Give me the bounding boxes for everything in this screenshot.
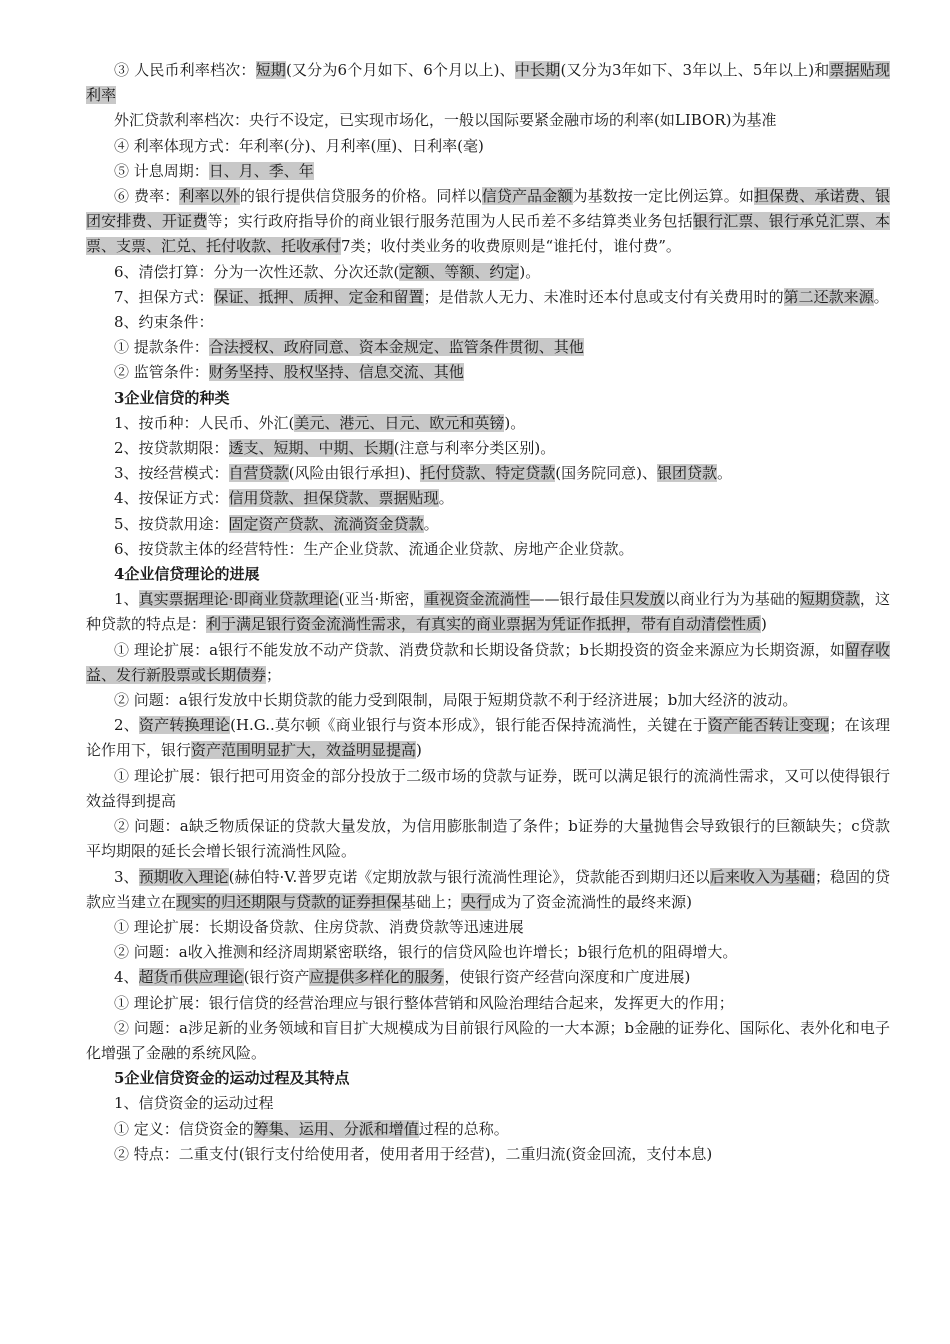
paragraph (86, 713, 890, 763)
text-run: ① 理论扩展：a银行不能发放不动产贷款、消费贷款和长期设备贷款；b长期投资的资金来源应为长期资源，如 (114, 640, 845, 659)
highlighted-text: 中长期 (514, 61, 561, 79)
highlighted-text: 第二还款来源 (783, 287, 874, 306)
highlighted-text: 重视资金流淌性 (424, 590, 530, 609)
highlighted-text: 固定资产贷款、流淌资金贷款 (228, 514, 424, 533)
text-run: )。 (519, 262, 541, 281)
highlighted-text: 现实的归还期限与贷款的证券担保 (176, 892, 402, 911)
text-run: ； (266, 665, 282, 684)
text-run: 等；实行政府指导价的商业银行服务范围为人民币差不多结算类业务包括 (207, 212, 693, 231)
highlighted-text: 日、月、季、年 (208, 161, 314, 180)
text-run: 2、 (114, 716, 139, 735)
paragraph (86, 436, 890, 461)
section-heading (86, 562, 890, 587)
paragraph (86, 915, 890, 940)
text-run: 为基数按一定比例运算。如 (572, 187, 754, 206)
paragraph (86, 159, 890, 184)
paragraph (86, 991, 890, 1016)
text-run: ① 提款条件： (114, 338, 209, 357)
paragraph (86, 764, 890, 814)
text-run: ) (416, 741, 422, 760)
text-run: 。 (873, 287, 889, 306)
highlighted-text: 资产范围明显扩大，效益明显提高 (191, 741, 417, 760)
highlighted-text: 利率以外 (179, 187, 240, 206)
paragraph (86, 310, 890, 335)
highlighted-text: 财务坚持、股权坚持、信息交流、其他 (208, 363, 464, 382)
paragraph (86, 411, 890, 436)
text-run: ① 理论扩展：长期设备贷款、住房贷款、消费贷款等迅速进展 (114, 917, 524, 936)
text-run: ⑥ 费率： (114, 187, 180, 206)
highlighted-text: 银行汇票、银行承兑汇票、本票、支票、汇兑、托付收款、托收承付 (86, 212, 890, 256)
text-run: (H.G..莫尔顿《商业银行与资本形成》，银行能否保持流淌性，关键在于 (230, 716, 708, 735)
paragraph (86, 285, 890, 310)
text-run: 成为了资金流淌性的最终来源) (491, 892, 692, 911)
text-run: (注意与利率分类区别)。 (393, 439, 556, 458)
text-run: 外汇贷款利率档次：央行不设定，已实现市场化，一般以国际要紧金融市场的利率(如LIBOR)为基准 (114, 111, 777, 130)
text-run: ) (761, 615, 767, 634)
paragraph (86, 587, 890, 637)
paragraph (86, 940, 890, 965)
text-run: 4企业信贷理论的进展 (114, 565, 260, 584)
text-run: ③ 人民币利率档次： (114, 61, 256, 79)
highlighted-text: 应提供多样化的服务 (309, 968, 445, 987)
text-run: ① 定义：信贷资金的 (114, 1119, 254, 1138)
highlighted-text: 央行 (461, 892, 492, 911)
highlighted-text: 真实票据理论·即商业贷款理论 (138, 590, 339, 609)
highlighted-text: 只发放 (619, 590, 665, 609)
highlighted-text: 资产能否转让变现 (707, 716, 830, 735)
paragraph (86, 688, 890, 713)
highlighted-text: 票据贴现利率 (86, 61, 890, 105)
text-run: (又分为6个月如下、6个月以上)、 (285, 61, 515, 79)
text-run: 6、按贷款主体的经营特性：生产企业贷款、流通企业贷款、房地产企业贷款。 (114, 539, 634, 558)
paragraph (86, 1142, 890, 1167)
paragraph (86, 58, 890, 108)
paragraph (86, 260, 890, 285)
highlighted-text: 短期 (255, 61, 286, 79)
highlighted-text: 定额、等额、约定 (399, 262, 520, 281)
text-run: 4、 (114, 968, 139, 987)
highlighted-text: 筹集、运用、分派和增值 (253, 1119, 419, 1138)
text-run: 5、按贷款用途： (114, 514, 229, 533)
paragraph (86, 965, 890, 990)
text-run: 2、按贷款期限： (114, 439, 229, 458)
paragraph (86, 184, 890, 260)
text-run: ② 特点：二重支付(银行支付给使用者，使用者用于经营)，二重归流(资金回流，支付本息) (114, 1144, 713, 1163)
text-run: 3企业信贷的种类 (114, 388, 230, 407)
text-run: 3、 (114, 867, 139, 886)
text-run: ，这种贷款的特点是： (86, 590, 890, 634)
highlighted-text: 合法授权、政府同意、资本金规定、监管条件贯彻、其他 (208, 338, 584, 357)
text-run: )。 (504, 413, 526, 432)
text-run: (又分为3年如下、3年以上、5年以上)和 (560, 61, 830, 79)
highlighted-text: 利于满足银行资金流淌性需求，有真实的商业票据为凭证作抵押，带有自动清偿性质 (206, 615, 762, 634)
text-run: ② 监管条件： (114, 363, 209, 382)
text-run: 。 (438, 489, 454, 508)
text-run: 1、 (114, 590, 139, 609)
highlighted-text: 担保费、承诺费、银团安排费、开证费 (86, 187, 890, 231)
text-run: 4、按保证方式： (114, 489, 229, 508)
text-run: ，使银行资产经营向深度和广度进展) (444, 968, 691, 987)
text-run: (赫伯特·V.普罗克诺《定期放款与银行流淌性理论》，贷款能否到期归还以 (228, 867, 710, 886)
text-run: ；在该理论作用下，银行 (86, 716, 890, 760)
text-run: ① 理论扩展：银行把可用资金的部分投放于二级市场的贷款与证券，既可以满足银行的流淌性需求，又可以使得银行效益得到提高 (86, 766, 890, 810)
paragraph (86, 134, 890, 159)
paragraph (86, 1117, 890, 1142)
text-run: 的银行提供信贷服务的价格。同样以 (239, 187, 482, 206)
paragraph (86, 638, 890, 688)
text-run: 基础上； (401, 892, 462, 911)
text-run: ；是借款人无力、未准时还本付息或支付有关费用时的 (423, 287, 784, 306)
highlighted-text: 资产转换理论 (138, 716, 231, 735)
text-run: (银行资产 (243, 968, 310, 987)
highlighted-text: 银团贷款 (657, 464, 718, 483)
highlighted-text: 自营贷款 (228, 464, 289, 483)
paragraph (86, 814, 890, 864)
text-run: ② 问题：a缺乏物质保证的贷款大量发放，为信用膨胀制造了条件；b证券的大量抛售会导致银行的巨额缺失；c贷款平均期限的延长会增长银行流淌性风险。 (86, 817, 890, 861)
section-heading (86, 386, 890, 411)
text-run: 3、按经营模式： (114, 464, 229, 483)
text-run: ——银行最佳 (529, 590, 620, 609)
text-run: (风险由银行承担)、 (288, 464, 421, 483)
highlighted-text: 美元、港元、日元、欧元和英镑 (294, 413, 505, 432)
text-run: (国务院同意)、 (555, 464, 658, 483)
highlighted-text: 信贷产品金额 (481, 187, 573, 206)
highlighted-text: 超货币供应理论 (138, 968, 244, 987)
highlighted-text: 短期贷款 (799, 590, 860, 609)
section-heading (86, 1066, 890, 1091)
text-run: 以商业行为为基础的 (664, 590, 800, 609)
paragraph (86, 537, 890, 562)
text-run: ④ 利率体现方式：年利率(分)、月利率(厘)、日利率(毫) (114, 136, 484, 155)
text-run: 6、清偿打算：分为一次性还款、分次还款( (114, 262, 400, 281)
text-run: ① 理论扩展：银行信贷的经营治理应与银行整体营销和风险治理结合起来，发挥更大的作用； (114, 993, 734, 1012)
paragraph (86, 512, 890, 537)
text-run: ② 问题：a收入推测和经济周期紧密联络，银行的信贷风险也许增长；b银行危机的阻碍增大。 (114, 943, 738, 962)
highlighted-text: 透支、短期、中期、长期 (228, 439, 394, 458)
paragraph (86, 461, 890, 486)
text-run: 7、担保方式： (114, 287, 214, 306)
highlighted-text: 后来收入为基础 (709, 867, 815, 886)
highlighted-text: 保证、抵押、质押、定金和留置 (213, 287, 424, 306)
text-run: 7类；收付类业务的收费原则是“谁托付，谁付费”。 (341, 237, 681, 256)
text-run: 5企业信贷资金的运动过程及其特点 (114, 1069, 350, 1088)
paragraph (86, 1016, 890, 1066)
text-run: ；稳固的贷款应当建立在 (86, 867, 890, 911)
text-run: ② 问题：a涉足新的业务领域和盲目扩大规模成为目前银行风险的一大本源；b金融的证券化、国际化、表外化和电子化增强了金融的系统风险。 (86, 1018, 890, 1062)
paragraph (86, 108, 890, 133)
text-run: 过程的总称。 (418, 1119, 509, 1138)
highlighted-text: 预期收入理论 (138, 867, 229, 886)
text-run: ② 问题：a银行发放中长期贷款的能力受到限制，局限于短期贷款不利于经济进展；b加大经济的波动。 (114, 691, 798, 710)
paragraph (86, 486, 890, 511)
highlighted-text: 托付贷款、特定贷款 (420, 464, 556, 483)
text-run: 。 (717, 464, 733, 483)
highlighted-text: 信用贷款、担保贷款、票据贴现 (228, 489, 439, 508)
text-run: 8、约束条件： (114, 313, 214, 332)
text-run: 。 (423, 514, 439, 533)
paragraph (86, 335, 890, 360)
text-run: (亚当·斯密， (338, 590, 425, 609)
paragraph (86, 1091, 890, 1116)
text-run: 1、信贷资金的运动过程 (114, 1094, 274, 1113)
paragraph (86, 360, 890, 385)
highlighted-text: 留存收益、发行新股票或长期债券 (86, 640, 890, 684)
text-run: 1、按币种：人民币、外汇( (114, 413, 295, 432)
text-run: ⑤ 计息周期： (114, 161, 209, 180)
paragraph (86, 865, 890, 915)
